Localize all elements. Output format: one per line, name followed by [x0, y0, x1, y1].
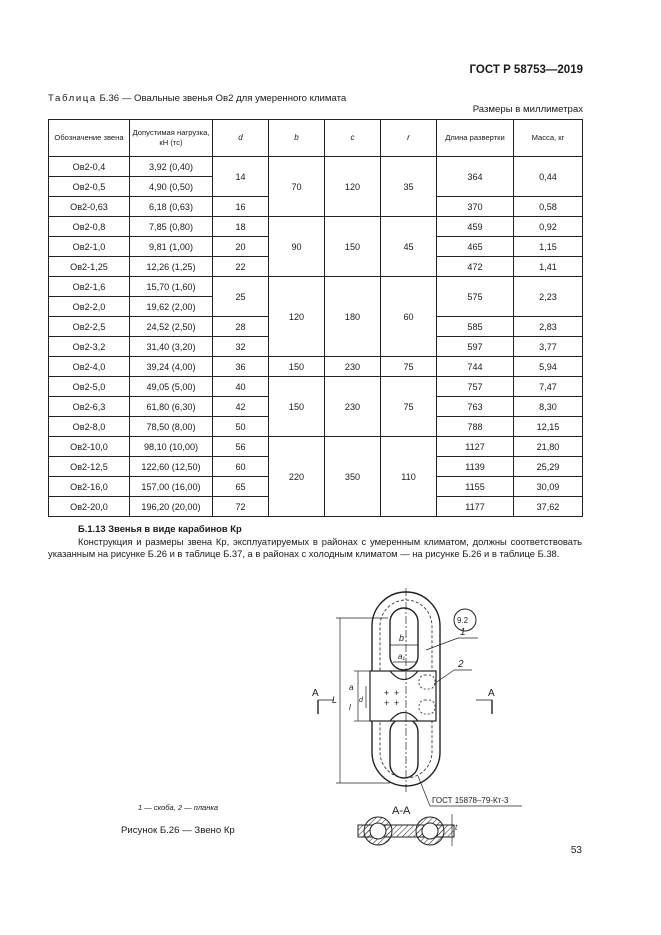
cell-mass: 0,44 [514, 157, 583, 197]
cell-b: 90 [269, 217, 325, 277]
cell-load: 31,40 (3,20) [130, 337, 213, 357]
cell-designation: Ов2-2,5 [49, 317, 130, 337]
cell-designation: Ов2-0,8 [49, 217, 130, 237]
document-standard: ГОСТ Р 58753—2019 [469, 64, 583, 76]
cell-b: 150 [269, 377, 325, 437]
table-header-row [49, 120, 583, 157]
cell-load: 157,00 (16,00) [130, 477, 213, 497]
cell-dev-length: 575 [437, 277, 514, 317]
links-table [48, 119, 583, 517]
cell-dev-length: 597 [437, 337, 514, 357]
table-row [49, 377, 583, 397]
table-row [49, 277, 583, 297]
cell-b: 220 [269, 437, 325, 517]
svg-text:+: + [394, 698, 400, 708]
cell-d: 40 [213, 377, 269, 397]
cell-load: 12,26 (1,25) [130, 257, 213, 277]
cell-designation: Ов2-20,0 [49, 497, 130, 517]
table-row [49, 437, 583, 457]
cell-dev-length: 1127 [437, 437, 514, 457]
cell-dev-length: 465 [437, 237, 514, 257]
leader-1 [426, 638, 458, 650]
cell-dev-length: 757 [437, 377, 514, 397]
cell-designation: Ов2-2,0 [49, 297, 130, 317]
cell-c: 350 [325, 437, 381, 517]
units-note: Размеры в миллиметрах [472, 104, 583, 115]
svg-text:+: + [384, 698, 390, 708]
label-1: 1 [460, 627, 466, 638]
header-d: d [213, 120, 269, 157]
cell-dev-length: 472 [437, 257, 514, 277]
cell-r: 110 [381, 437, 437, 517]
table-row [49, 357, 583, 377]
label-d: d [359, 697, 363, 704]
cell-load: 61,80 (6,30) [130, 397, 213, 417]
cell-d: 65 [213, 477, 269, 497]
cell-designation: Ов2-0,5 [49, 177, 130, 197]
section-view [358, 814, 454, 846]
table-caption-text: Б.36 — Овальные звенья Ов2 для умеренного климата [99, 93, 347, 104]
cell-designation: Ов2-1,0 [49, 237, 130, 257]
cell-load: 24,52 (2,50) [130, 317, 213, 337]
cell-mass: 12,15 [514, 417, 583, 437]
cell-d: 50 [213, 417, 269, 437]
cell-mass: 2,83 [514, 317, 583, 337]
cell-dev-length: 364 [437, 157, 514, 197]
cell-d: 22 [213, 257, 269, 277]
cell-d: 32 [213, 337, 269, 357]
section-A-right: А [488, 688, 495, 699]
cell-designation: Ов2-6,3 [49, 397, 130, 417]
cell-d: 36 [213, 357, 269, 377]
cell-d: 25 [213, 277, 269, 317]
cell-r: 45 [381, 217, 437, 277]
cell-designation: Ов2-10,0 [49, 437, 130, 457]
carabiner-drawing [300, 588, 590, 850]
cell-designation: Ов2-5,0 [49, 377, 130, 397]
cell-b: 70 [269, 157, 325, 217]
figure-legend: 1 — скоба, 2 — планка [138, 803, 219, 812]
label-surface: 9.2 [457, 616, 469, 625]
cell-load: 49,05 (5,00) [130, 377, 213, 397]
cell-designation: Ов2-3,2 [49, 337, 130, 357]
cell-dev-length: 1139 [437, 457, 514, 477]
label-l: l [349, 703, 351, 712]
svg-text:+: + [384, 688, 390, 698]
cell-load: 9,81 (1,00) [130, 237, 213, 257]
cell-c: 120 [325, 157, 381, 217]
leader-2 [434, 670, 454, 684]
header-dev-length: Длина развертки [437, 120, 514, 157]
cell-load: 7,85 (0,80) [130, 217, 213, 237]
label-a: a [349, 683, 354, 692]
cell-designation: Ов2-8,0 [49, 417, 130, 437]
table-row [49, 217, 583, 237]
cell-designation: Ов2-16,0 [49, 477, 130, 497]
cell-b: 150 [269, 357, 325, 377]
cell-d: 18 [213, 217, 269, 237]
cell-designation: Ов2-12,5 [49, 457, 130, 477]
cell-mass: 2,23 [514, 277, 583, 317]
cell-designation: Ов2-1,25 [49, 257, 130, 277]
cell-dev-length: 763 [437, 397, 514, 417]
cell-dev-length: 1177 [437, 497, 514, 517]
cell-mass: 3,77 [514, 337, 583, 357]
header-designation: Обозначение звена [49, 120, 130, 157]
cell-c: 150 [325, 217, 381, 277]
cell-dev-length: 1155 [437, 477, 514, 497]
cell-mass: 1,15 [514, 237, 583, 257]
cell-load: 98,10 (10,00) [130, 437, 213, 457]
cell-d: 20 [213, 237, 269, 257]
section-A-left: А [312, 688, 319, 699]
plate [370, 671, 436, 721]
table-caption [48, 93, 346, 104]
cell-dev-length: 788 [437, 417, 514, 437]
cell-dev-length: 744 [437, 357, 514, 377]
header-b: b [269, 120, 325, 157]
header-load: Допустимая нагрузка, кН (тс) [130, 120, 213, 157]
cell-designation: Ов2-4,0 [49, 357, 130, 377]
dimension-left [354, 671, 370, 721]
header-r: r [381, 120, 437, 157]
section-marker-right [476, 700, 492, 714]
cell-r: 35 [381, 157, 437, 217]
cell-load: 3,92 (0,40) [130, 157, 213, 177]
label-a1: a₁ [398, 652, 405, 661]
cell-load: 4,90 (0,50) [130, 177, 213, 197]
cell-dev-length: 370 [437, 197, 514, 217]
cell-mass: 0,92 [514, 217, 583, 237]
cell-d: 42 [213, 397, 269, 417]
cell-load: 39,24 (4,00) [130, 357, 213, 377]
cell-load: 19,62 (2,00) [130, 297, 213, 317]
cell-d: 28 [213, 317, 269, 337]
cell-load: 122,60 (12,50) [130, 457, 213, 477]
section-title: Б.1.13 Звенья в виде карабинов Кр [78, 523, 242, 534]
cell-mass: 25,29 [514, 457, 583, 477]
cell-c: 230 [325, 377, 381, 437]
cell-load: 6,18 (0,63) [130, 197, 213, 217]
cell-mass: 8,30 [514, 397, 583, 417]
cell-r: 60 [381, 277, 437, 357]
cell-load: 15,70 (1,60) [130, 277, 213, 297]
cell-d: 14 [213, 157, 269, 197]
label-b: b [399, 633, 405, 643]
label-L: L [332, 695, 338, 705]
cell-r: 75 [381, 357, 437, 377]
cell-mass: 21,80 [514, 437, 583, 457]
cell-dev-length: 459 [437, 217, 514, 237]
gost-ref: ГОСТ 15878–79-Кт-3 [432, 796, 509, 805]
cell-designation: Ов2-0,4 [49, 157, 130, 177]
cell-mass: 0,58 [514, 197, 583, 217]
paragraph-text: Конструкция и размеры звена Кр, эксплуатируемых в районах с умеренным климатом, должны соответствовать указанным на рисунке Б.26 и в таблице Б.37, а в районах с холодным климатом — на рисунке Б.26 и в таблице Б.38. [48, 536, 582, 559]
table-row [49, 157, 583, 177]
cell-d: 56 [213, 437, 269, 457]
page-number: 53 [570, 845, 582, 856]
cell-mass: 37,62 [514, 497, 583, 517]
cell-mass: 1,41 [514, 257, 583, 277]
cell-mass: 5,94 [514, 357, 583, 377]
cell-r: 75 [381, 377, 437, 437]
cell-b: 120 [269, 277, 325, 357]
table-caption-prefix: Таблица [48, 93, 97, 104]
cell-c: 180 [325, 277, 381, 357]
cell-d: 60 [213, 457, 269, 477]
cell-designation: Ов2-1,6 [49, 277, 130, 297]
section-paragraph [48, 536, 582, 560]
header-c: c [325, 120, 381, 157]
header-mass: Масса, кг [514, 120, 583, 157]
cell-dev-length: 585 [437, 317, 514, 337]
cell-load: 78,50 (8,00) [130, 417, 213, 437]
svg-text:+: + [394, 688, 400, 698]
label-t: t [455, 823, 458, 832]
cell-load: 196,20 (20,00) [130, 497, 213, 517]
cell-d: 16 [213, 197, 269, 217]
cell-mass: 30,09 [514, 477, 583, 497]
label-2: 2 [458, 659, 464, 670]
cell-mass: 7,47 [514, 377, 583, 397]
cell-d: 72 [213, 497, 269, 517]
section-title: А-А [392, 805, 411, 817]
cell-c: 230 [325, 357, 381, 377]
cell-designation: Ов2-0,63 [49, 197, 130, 217]
figure-caption: Рисунок Б.26 — Звено Кр [121, 825, 235, 836]
